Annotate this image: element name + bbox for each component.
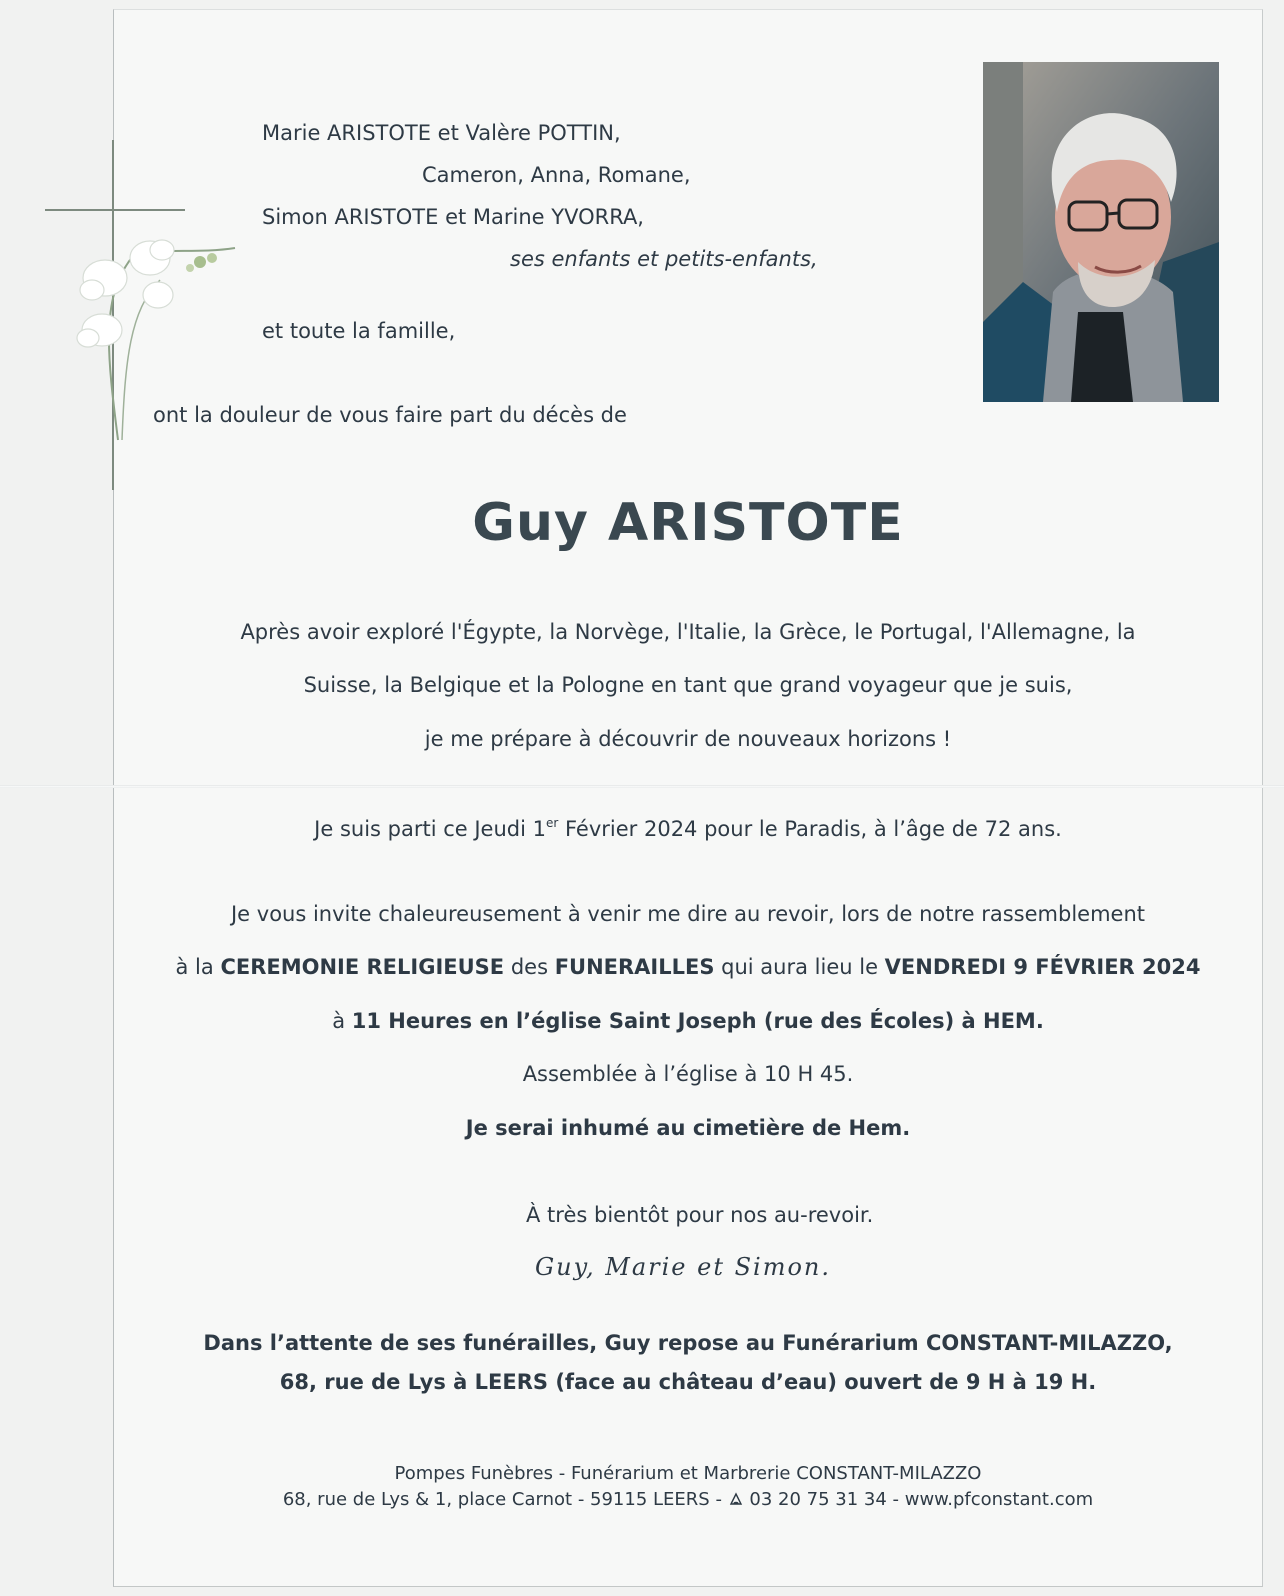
portrait-photo <box>983 62 1219 402</box>
ordinal-superscript: er <box>546 816 559 830</box>
phone-icon <box>728 1491 744 1507</box>
family-line-1: Marie ARISTOTE et Valère POTTIN, <box>262 121 621 145</box>
deceased-name: Guy ARISTOTE <box>472 493 904 553</box>
burial-text: Je serai inhumé au cimetière de Hem. <box>465 1116 911 1140</box>
cross-icon <box>45 140 185 490</box>
family-line-5: et toute la famille, <box>262 319 456 343</box>
funerarium-line-2: 68, rue de Lys à LEERS (face au château d’eau) ouvert de 9 H à 19 H. <box>279 1370 1097 1394</box>
funerarium-line-1: Dans l’attente de ses funérailles, Guy repose au Funérarium CONSTANT-MILAZZO, <box>203 1331 1173 1355</box>
message-line-3: je me prépare à découvrir de nouveaux horizons ! <box>424 727 952 751</box>
cross-orchid-decoration <box>40 110 250 500</box>
message-line-2: Suisse, la Belgique et la Pologne en tant que grand voyageur que je suis, <box>303 673 1073 697</box>
paper-fold <box>0 785 1284 788</box>
family-line-3: Simon ARISTOTE et Marine YVORRA, <box>262 205 644 229</box>
footer-line-2: 68, rue de Lys & 1, place Carnot - 59115 LEERS - 03 20 75 31 34 - www.pfconstant.com <box>282 1489 1094 1510</box>
announcement-text: ont la douleur de vous faire part du décès de <box>153 403 627 427</box>
signature-text: Guy, Marie et Simon. <box>535 1253 832 1281</box>
ceremony-line-2: à la CEREMONIE RELIGIEUSE des FUNERAILLES qui aura lieu le VENDREDI 9 FÉVRIER 2024 <box>175 955 1201 979</box>
family-line-4: ses enfants et petits-enfants, <box>510 247 818 271</box>
ceremony-line-1: Je vous invite chaleureusement à venir me dire au revoir, lors de notre rassemblement <box>230 902 1146 926</box>
ceremony-line-3: à 11 Heures en l’église Saint Joseph (rue des Écoles) à HEM. <box>332 1009 1044 1033</box>
message-line-1: Après avoir exploré l'Égypte, la Norvège, l'Italie, la Grèce, le Portugal, l'Allemagne, la <box>240 620 1136 644</box>
departure-text: Je suis parti ce Jeudi 1er Février 2024 pour le Paradis, à l’âge de 72 ans. <box>314 816 1062 841</box>
family-line-2: Cameron, Anna, Romane, <box>422 163 691 187</box>
footer-line-1: Pompes Funèbres - Funérarium et Marbrerie CONSTANT-MILAZZO <box>394 1463 982 1484</box>
farewell-text: À très bientôt pour nos au-revoir. <box>526 1203 874 1227</box>
assembly-text: Assemblée à l’église à 10 H 45. <box>522 1062 854 1086</box>
